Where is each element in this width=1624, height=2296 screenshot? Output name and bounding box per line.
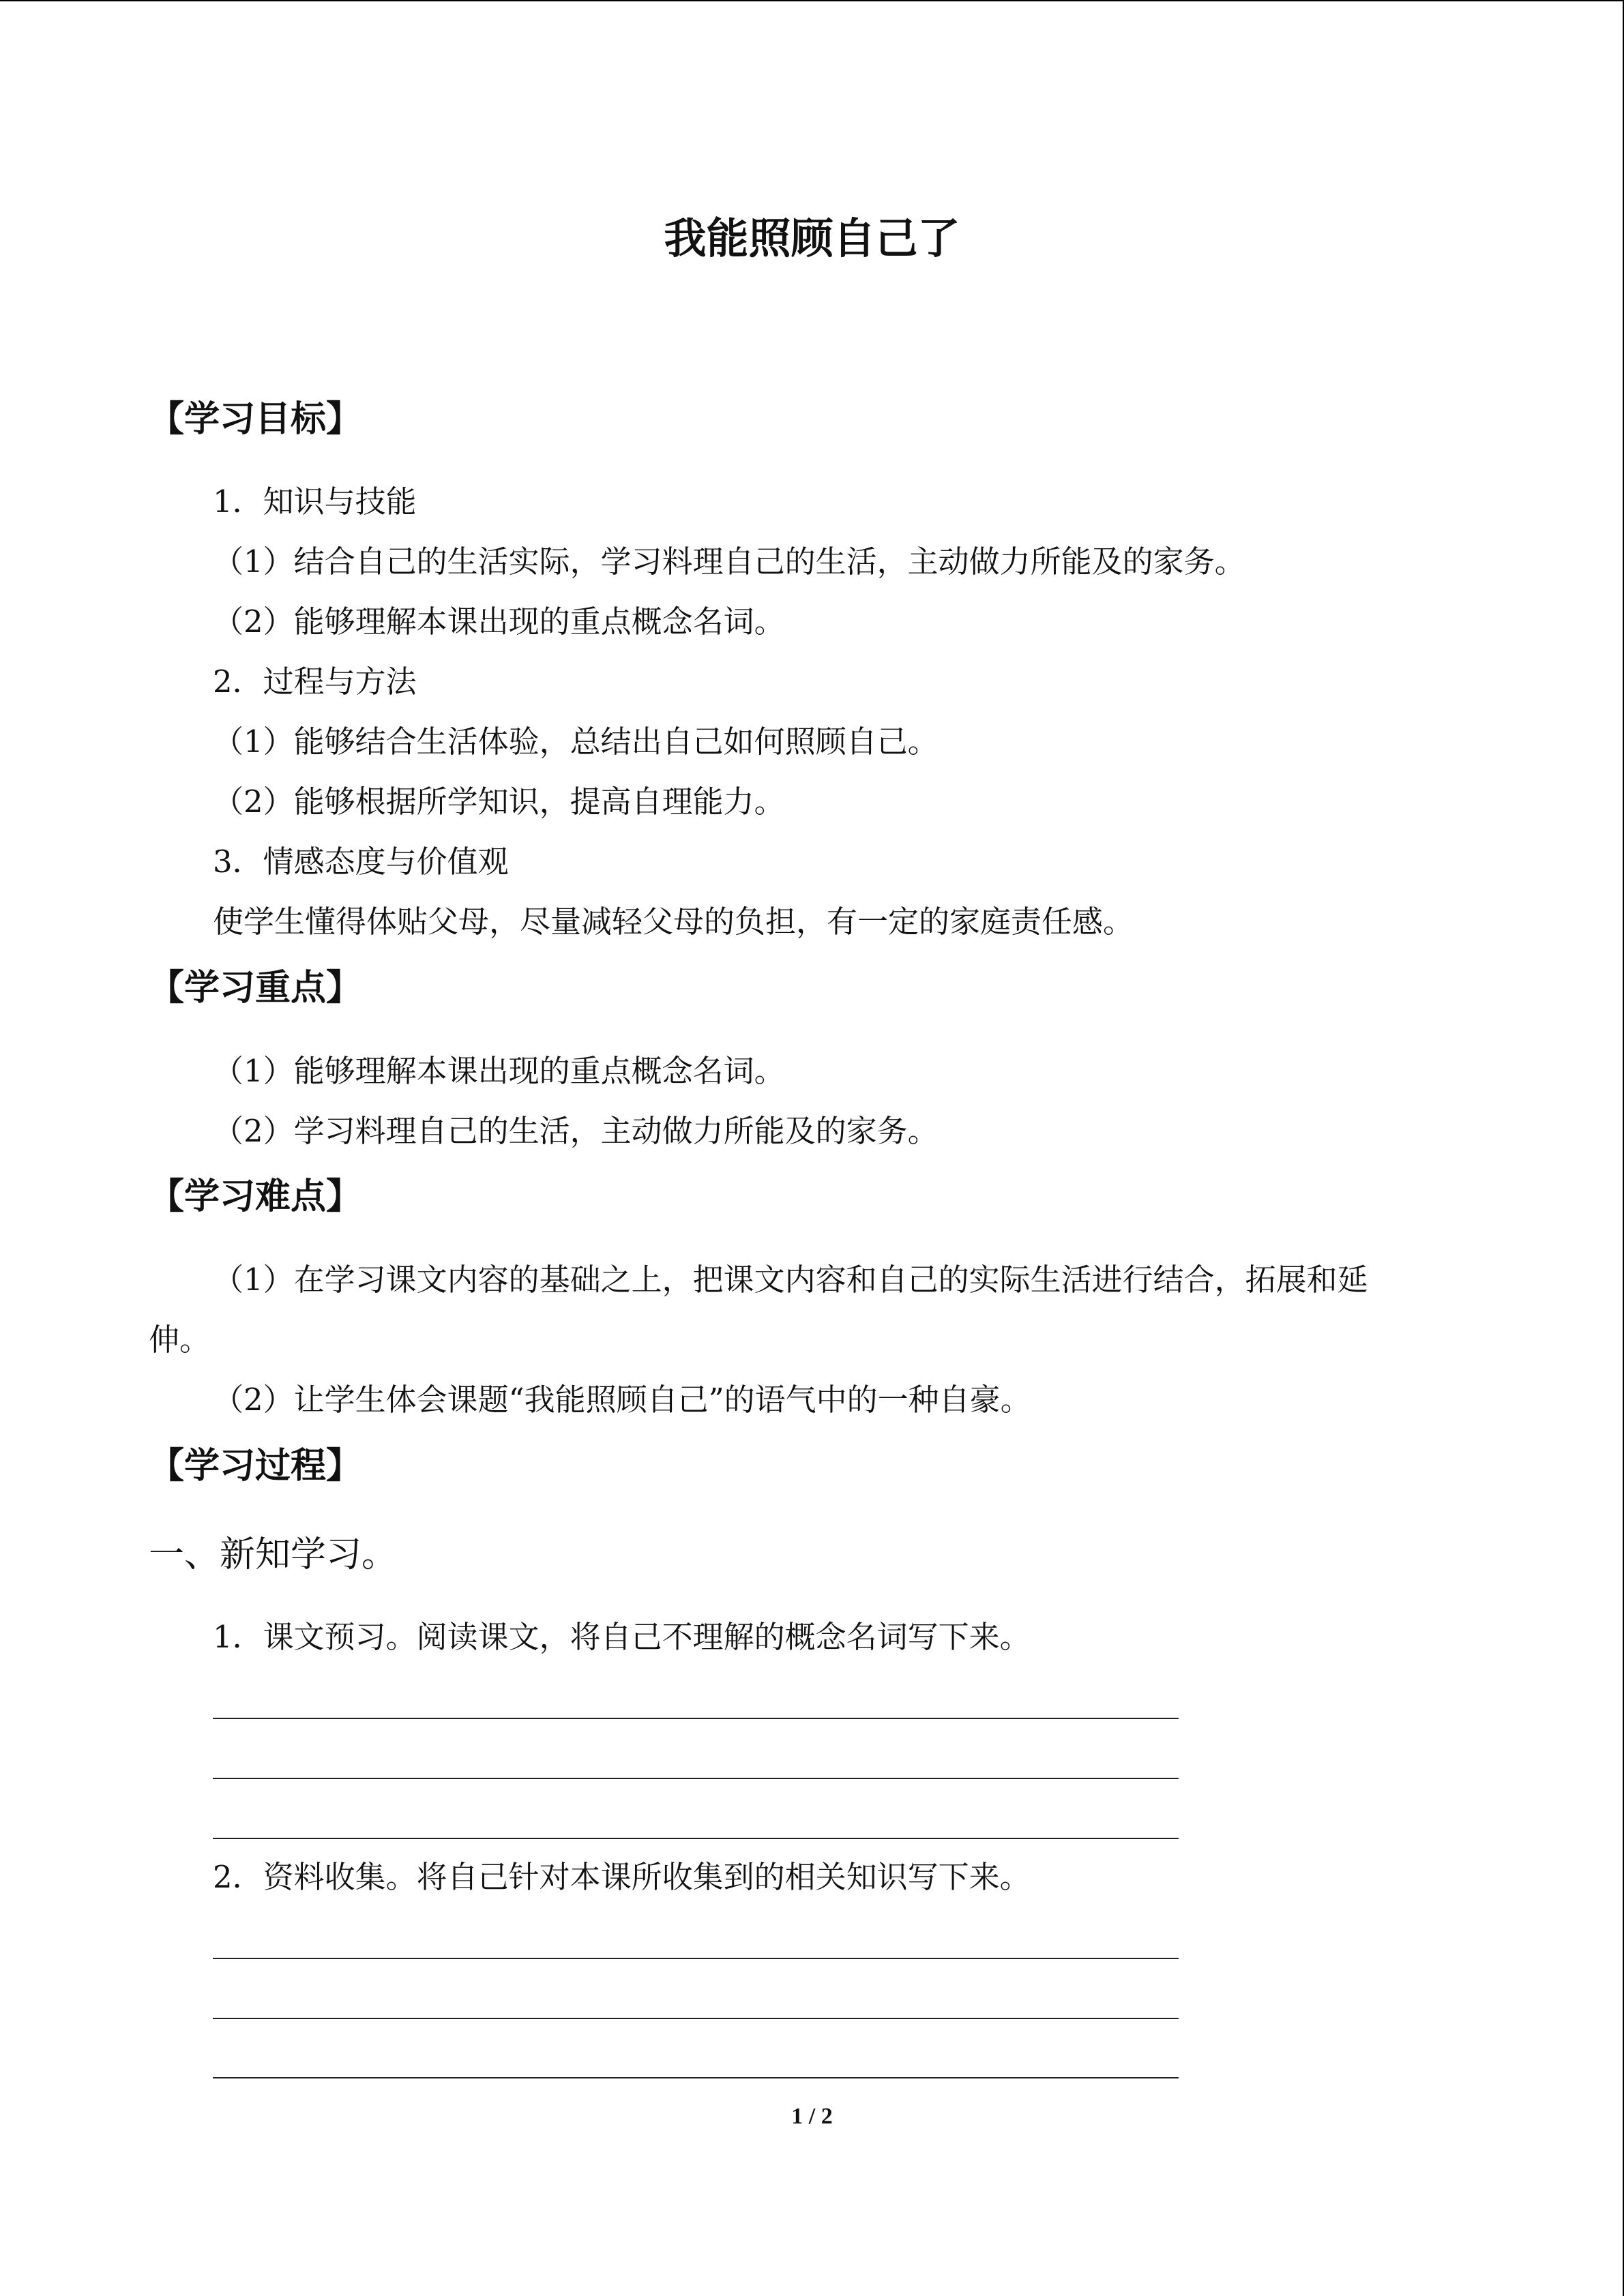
task-preview: 1．课文预习。阅读课文，将自己不理解的概念名词写下来。 xyxy=(213,1619,1031,1655)
page-number: 1 / 2 xyxy=(791,2104,833,2129)
objective-item: （2）能够根据所学知识，提高自理能力。 xyxy=(213,784,785,820)
difficulty-item-continued: 伸。 xyxy=(149,1322,211,1358)
objective-item: 2．过程与方法 xyxy=(213,664,417,700)
key-points-heading: 【学习重点】 xyxy=(149,968,362,1009)
key-point-item: （1）能够理解本课出现的重点概念名词。 xyxy=(213,1053,785,1089)
objectives-heading: 【学习目标】 xyxy=(149,399,362,440)
difficulty-item: （2）让学生体会课题“我能照顾自己”的语气中的一种自豪。 xyxy=(213,1382,1031,1418)
document-title: 我能照顾自己了 xyxy=(664,213,960,263)
task-research: 2．资料收集。将自己针对本课所收集到的相关知识写下来。 xyxy=(213,1859,1031,1895)
difficulties-heading: 【学习难点】 xyxy=(149,1176,362,1217)
objective-item: 1．知识与技能 xyxy=(213,483,417,520)
objective-item: 使学生懂得体贴父母，尽量减轻父母的负担，有一定的家庭责任感。 xyxy=(213,904,1134,940)
answer-line[interactable] xyxy=(213,1778,1179,1779)
answer-line[interactable] xyxy=(213,1958,1179,1959)
difficulty-item: （1）在学习课文内容的基础之上，把课文内容和自己的实际生活进行结合，拓展和延 xyxy=(213,1262,1368,1298)
process-heading: 【学习过程】 xyxy=(149,1446,362,1487)
answer-line[interactable] xyxy=(213,2077,1179,2078)
objective-item: （1）能够结合生活体验，总结出自己如何照顾自己。 xyxy=(213,724,939,760)
answer-line[interactable] xyxy=(213,1838,1179,1839)
objective-item: 3．情感态度与价值观 xyxy=(213,844,509,880)
key-point-item: （2）学习料理自己的生活，主动做力所能及的家务。 xyxy=(213,1113,939,1149)
part-heading: 一、新知学习。 xyxy=(149,1534,398,1575)
answer-line[interactable] xyxy=(213,1718,1179,1719)
answer-line[interactable] xyxy=(213,2018,1179,2019)
objective-item: （1）结合自己的生活实际，学习料理自己的生活，主动做力所能及的家务。 xyxy=(213,543,1245,580)
objective-item: （2）能够理解本课出现的重点概念名词。 xyxy=(213,603,785,640)
